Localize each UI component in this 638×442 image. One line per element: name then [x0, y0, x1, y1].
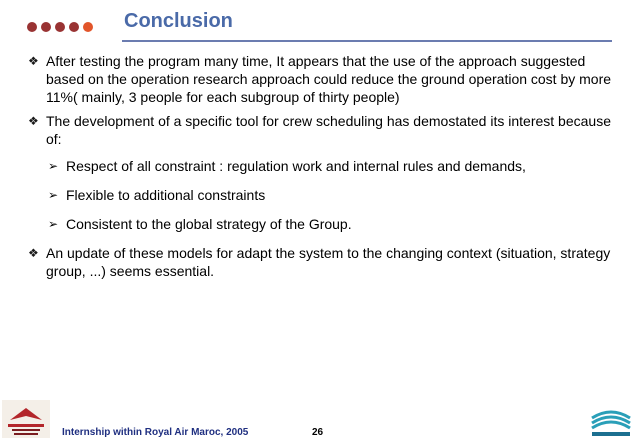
slide-title: Conclusion: [124, 10, 233, 32]
sub-bullet-text: Flexible to additional constraints: [66, 187, 266, 203]
slide-body: [28, 52, 618, 286]
sub-bullet-item: [48, 186, 618, 204]
insea-logo: [588, 388, 634, 438]
sub-bullet-item: [48, 215, 618, 233]
diamond-bullet-icon: ❖: [28, 54, 39, 68]
diamond-bullet-icon: ❖: [28, 114, 39, 128]
dot-icon: [27, 22, 37, 32]
bullet-text: The development of a specific tool for crew scheduling has demostated its interest because of:: [46, 113, 611, 147]
decorative-dots: [27, 22, 93, 32]
dot-icon: [41, 22, 51, 32]
title-divider: [122, 40, 612, 42]
footer-text: Internship within Royal Air Maroc, 2005: [62, 427, 249, 438]
dot-icon: [55, 22, 65, 32]
bullet-text: An update of these models for adapt the system to the changing context (situation, strategy group, ...) seems essential.: [46, 245, 611, 279]
arrow-bullet-icon: ➢: [48, 159, 59, 173]
page-number: 26: [312, 427, 324, 438]
sub-bullet-item: [48, 157, 618, 175]
arrow-bullet-icon: ➢: [48, 188, 59, 202]
dot-icon: [83, 22, 93, 32]
dot-icon: [69, 22, 79, 32]
sub-bullet-list: [28, 157, 618, 233]
sub-bullet-text: Respect of all constraint : regulation work and internal rules and demands,: [66, 158, 526, 174]
arrow-bullet-icon: ➢: [48, 217, 59, 231]
bullet-item: [28, 244, 618, 280]
royal-air-maroc-logo: [2, 400, 50, 438]
diamond-bullet-icon: ❖: [28, 246, 39, 260]
bullet-item: [28, 52, 618, 106]
sub-bullet-text: Consistent to the global strategy of the Group.: [66, 216, 352, 232]
bullet-item: [28, 112, 618, 148]
bullet-text: After testing the program many time, It appears that the use of the approach suggested based on the operation research approach could reduce the ground operation cost by more 11%( mainly, 3 people for each subgroup of thirty people): [46, 53, 612, 105]
